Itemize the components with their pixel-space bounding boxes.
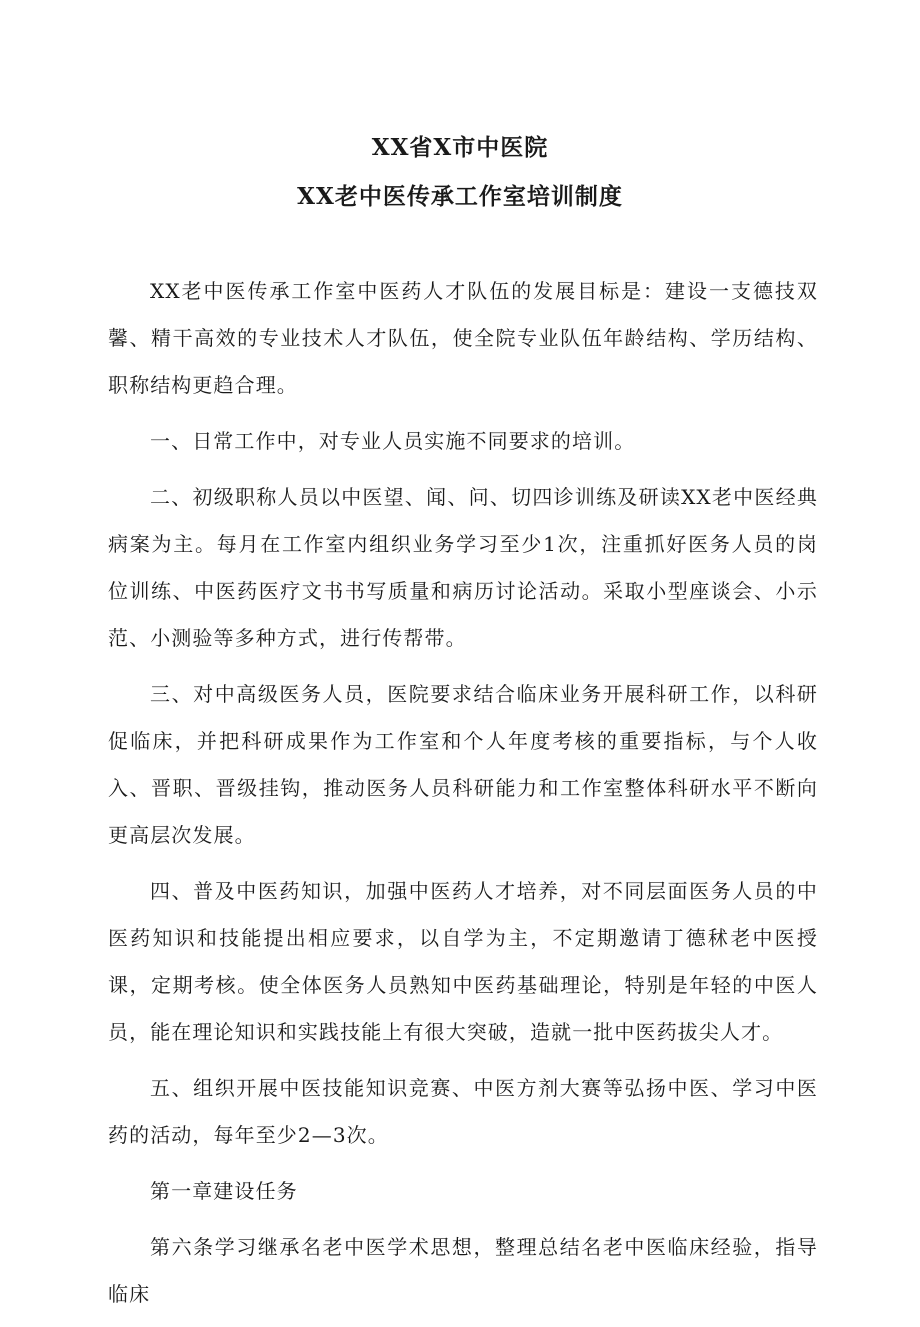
chapter-heading: 第一章建设任务: [150, 1179, 298, 1203]
paragraph-item-2: 二、初级职称人员以中医望、闻、问、切四诊训练及研读XX老中医经典病案为主。每月在工作室内组织业务学习至少1次，注重抓好医务人员的岗位训练、中医药医疗文书书写质量和病历讨论活动。采取小型座谈会、小示范、小测验等多种方式，进行传帮带。: [108, 485, 818, 650]
document-body: [108, 268, 818, 1327]
paragraph-item-3: 三、对中高级医务人员，医院要求结合临床业务开展科研工作，以科研促临床，并把科研成果作为工作室和个人年度考核的重要指标，与个人收入、晋职、晋级挂钩，推动医务人员科研能力和工作室整体科研水平不断向更高层次发展。: [108, 682, 818, 847]
document-title-line-2: XX老中医传承工作室培训制度: [297, 183, 623, 210]
paragraph-intro: XX老中医传承工作室中医药人才队伍的发展目标是：建设一支德技双馨、精干高效的专业技术人才队伍，使全院专业队伍年龄结构、学历结构、职称结构更趋合理。: [108, 279, 818, 397]
paragraph-item-5: 五、组织开展中医技能知识竞赛、中医方剂大赛等弘扬中医、学习中医药的活动，每年至少2—3次。: [108, 1076, 818, 1147]
paragraph-item-4: 四、普及中医药知识，加强中医药人才培养，对不同层面医务人员的中医药知识和技能提出相应要求，以自学为主，不定期邀请丁德秫老中医授课，定期考核。使全体医务人员熟知中医药基础理论，特别是年轻的中医人员，能在理论知识和实践技能上有很大突破，造就一批中医药拔尖人才。: [108, 879, 818, 1044]
paragraph-article-6: 第六条学习继承名老中医学术思想，整理总结名老中医临床经验，指导临床: [108, 1235, 818, 1306]
paragraph-item-1: 一、日常工作中，对专业人员实施不同要求的培训。: [150, 429, 636, 453]
document-title-line-1: XX省X市中医院: [371, 134, 549, 161]
